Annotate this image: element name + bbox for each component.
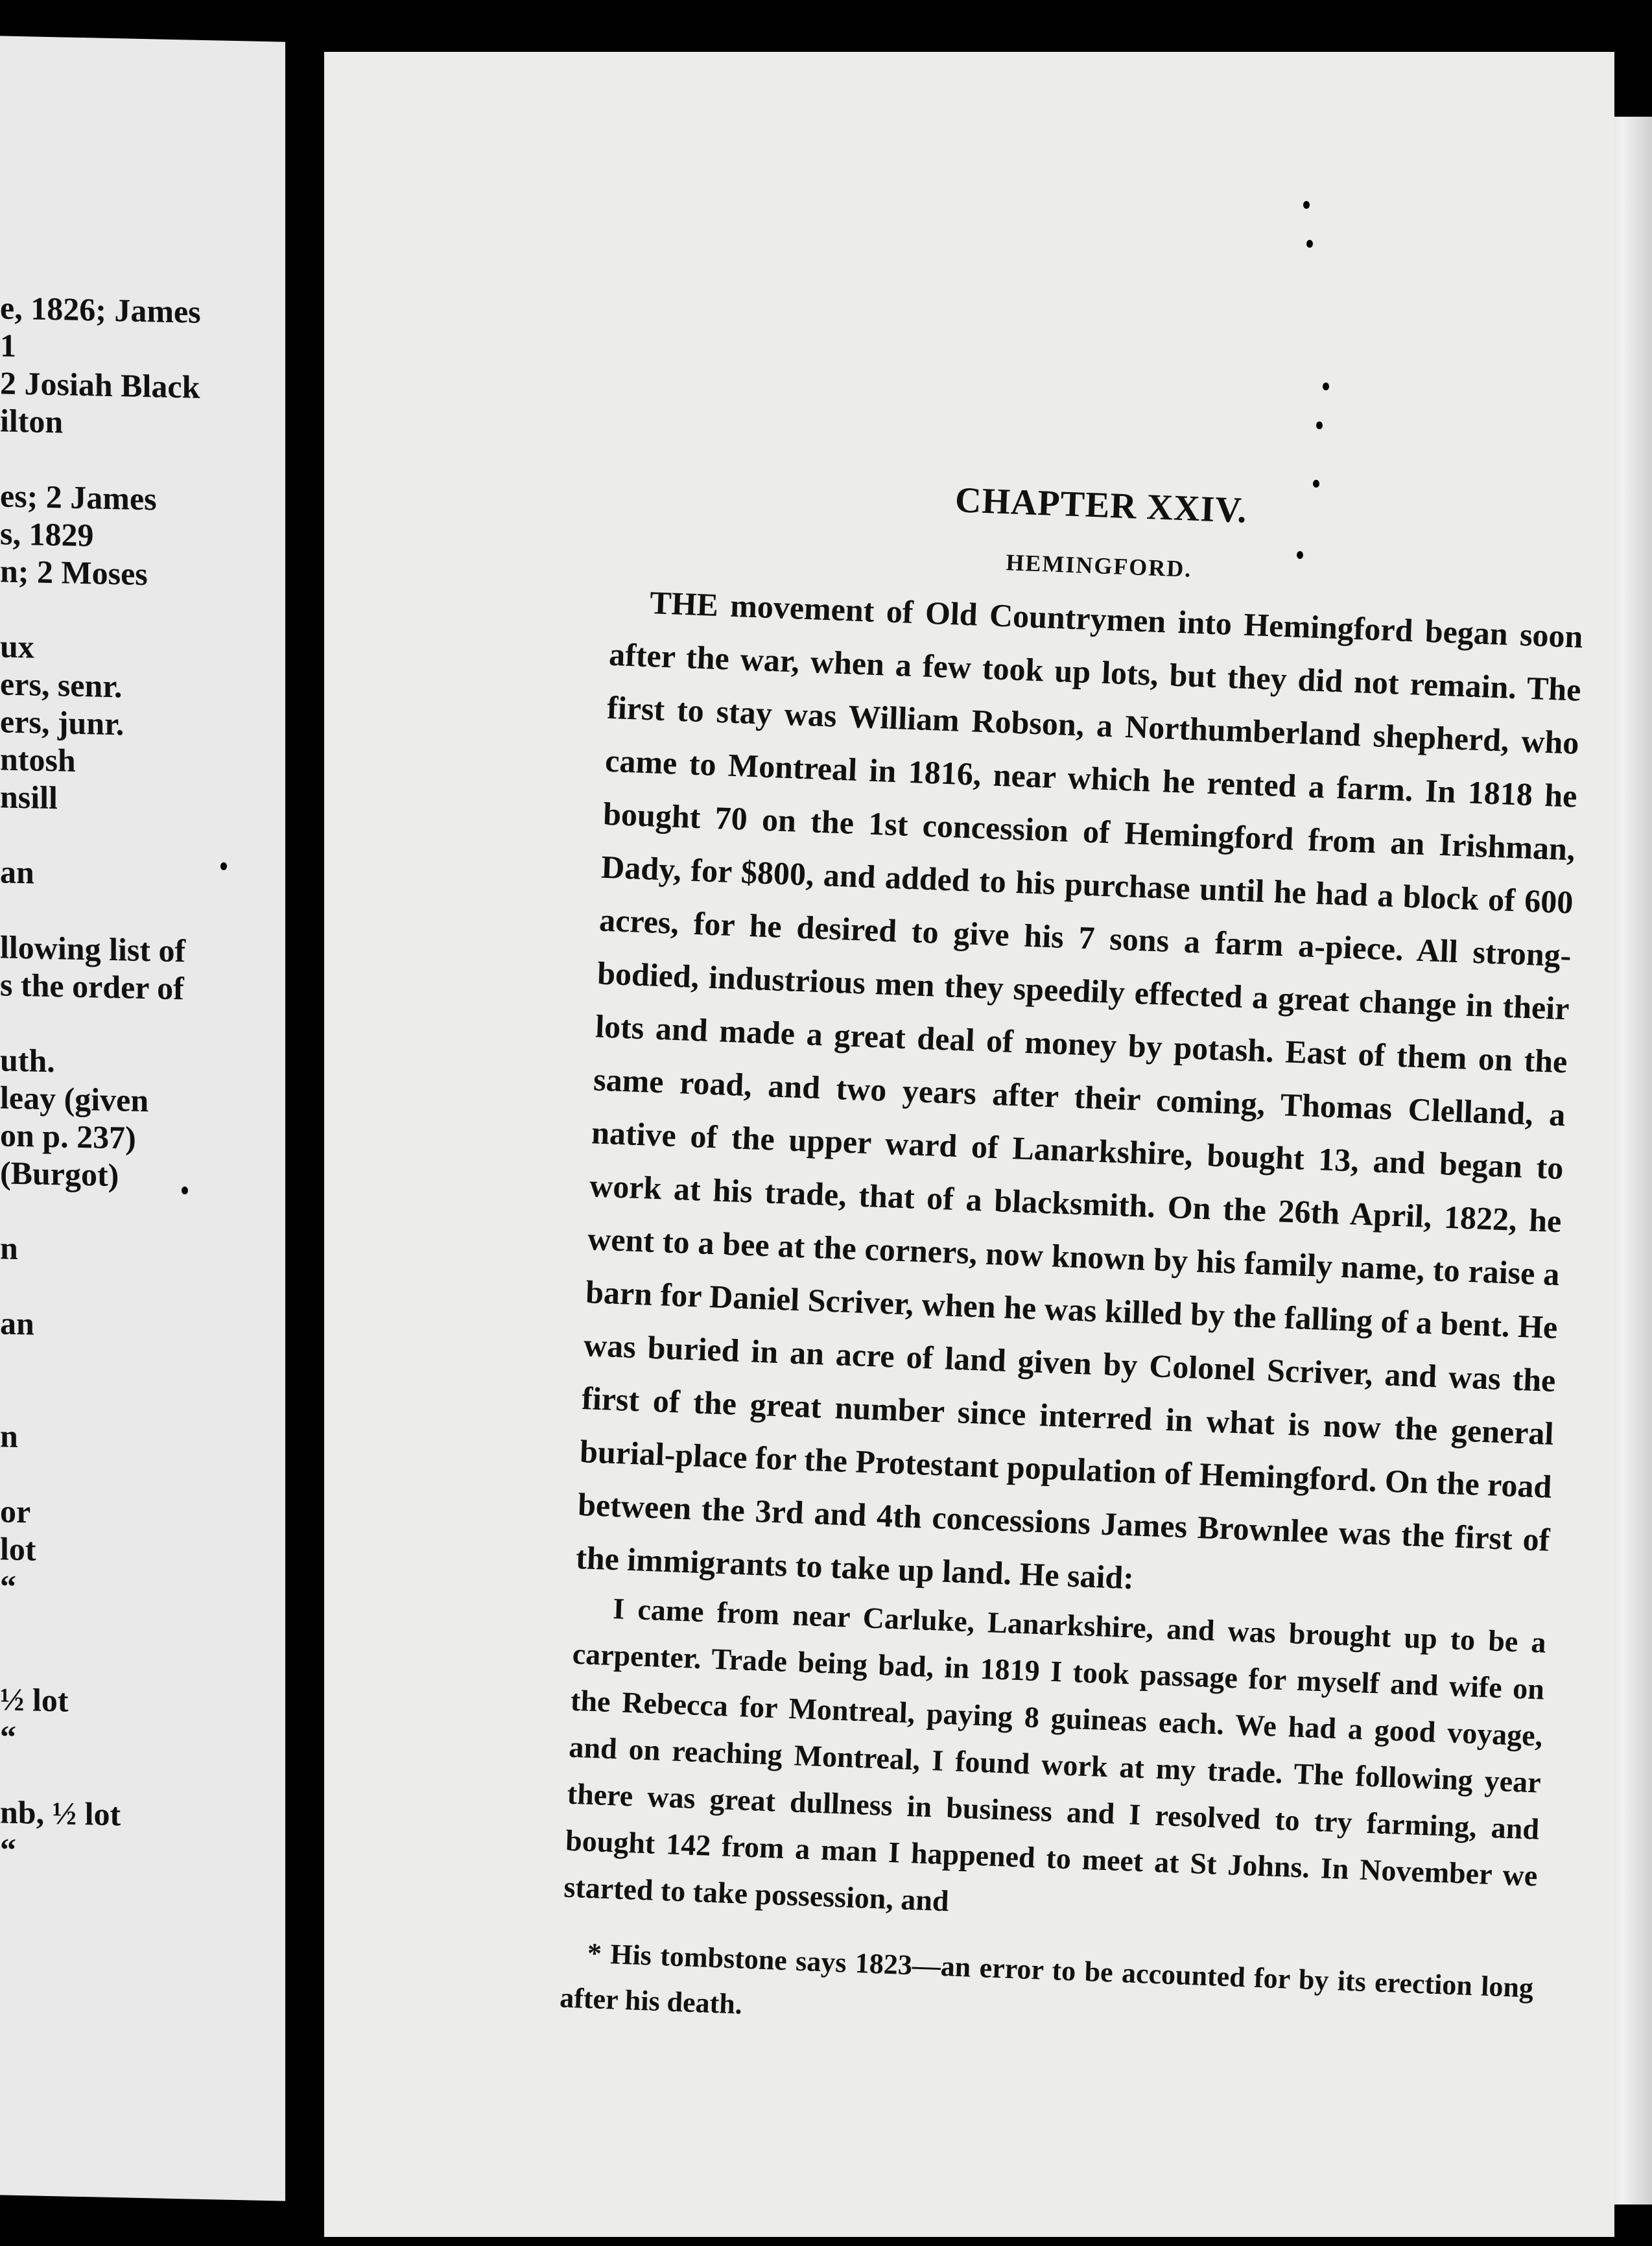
scan-speck (1297, 551, 1303, 559)
footnote: * His tombstone says 1823—an error to be accounted for by its erection long after his death. (559, 1937, 1534, 2020)
scan-speck (1306, 240, 1313, 248)
section-title: HEMINGFORD. (1005, 549, 1193, 582)
scan-speck (1303, 201, 1310, 209)
left-page-line: 2 Josiah Black (0, 364, 200, 405)
left-page-line: leay (given (0, 1079, 149, 1119)
left-page-line: “ (0, 1718, 16, 1755)
left-page-line: ers, junr. (0, 703, 124, 742)
scan-speck (182, 1187, 188, 1194)
left-page-line: 1 (0, 327, 16, 364)
left-page-line: nb, ½ lot (0, 1793, 121, 1833)
left-page-line: s, 1829 (0, 515, 94, 554)
left-page-line: llowing list of (0, 928, 186, 969)
left-page-line: an (0, 1305, 34, 1342)
left-page-line: n; 2 Moses (0, 552, 148, 593)
right-page (324, 52, 1614, 2237)
left-page-line: n (0, 1417, 18, 1454)
left-page-line: on p. 237) (0, 1117, 136, 1156)
left-page-line: es; 2 James (0, 477, 157, 517)
left-page-line: ilton (0, 402, 64, 440)
text-block (558, 467, 1588, 2085)
left-page-line: ux (0, 628, 34, 665)
left-page-line: or (0, 1493, 31, 1530)
left-page-line: an (0, 853, 34, 891)
left-page-line: s the order of (0, 966, 184, 1007)
left-page-line: ntosh (0, 740, 76, 779)
book-gutter (285, 0, 324, 2246)
left-page-line: n (0, 1229, 18, 1266)
left-page-line: nsill (0, 778, 58, 816)
left-page (0, 36, 285, 2201)
left-page-line (0, 1642, 214, 1647)
paragraph-1: THE movement of Old Countrymen into Hemingford began soon after the war, when a few took up lots, but they did not remain. The first to stay was William Robson, a Northumberland shepherd, who came to Montreal in 1816, near which he rented a farm. In 1818 he bought 70 on the 1st concession of Hemingford from an Irishman, Dady, for $800, and added to his purchase until he had a block of 600 acres, for he desired to give his 7 sons a farm a-piece. All strong-bodied, industrious men they speedily effected a great change in their lots and made a great deal of money by potash. East of them on the same road, and two years after their coming, Thomas Clelland, a native of the upper ward of Lanarkshire, bought 13, and began to work at his trade, that of a blacksmith. On the 26th April, 1822, he went to a bee at the corners, now known by his family name, to raise a barn for Daniel Scriver, when he was killed by the falling of a bent. He was buried in an acre of land given by Colonel Scriver, and was the first of the great number since interred in what is now the general burial-place for the Protestant population of Hemingford. On the road between the 3rd and 4th concessions James Brownlee was the first of the immigrants to take up land. He said: (575, 584, 1584, 1596)
scan-speck (1316, 421, 1323, 429)
scan-speck (1323, 383, 1329, 390)
paragraph-2: I came from near Carluke, Lanarkshire, and was brought up to be a carpenter. Trade being bad, in 1819 I took passage for myself and wife on the Rebecca for Montreal, paying 8 guineas each. We had a good voyage, and on reaching Montreal, I found work at my trade. The following year there was great dullness in business and I resolved to try farming, and bought 142 from a man I happened to meet at St Johns. In November we started to take possession, and (563, 1592, 1547, 1918)
left-page-line: “ (0, 1831, 16, 1868)
left-page-line: uth. (0, 1041, 55, 1080)
left-page-line: lot (0, 1530, 36, 1568)
scan-speck (220, 862, 227, 870)
chapter-title: CHAPTER XXIV. (954, 480, 1248, 531)
left-page-line: “ (0, 1568, 16, 1605)
left-page-line: ½ lot (0, 1681, 69, 1719)
left-page-line: (Burgot) (0, 1154, 119, 1194)
scan-speck (1313, 480, 1319, 488)
left-page-line: e, 1826; James (0, 289, 201, 330)
left-page-line (0, 1379, 214, 1384)
left-page-line: ers, senr. (0, 665, 123, 705)
